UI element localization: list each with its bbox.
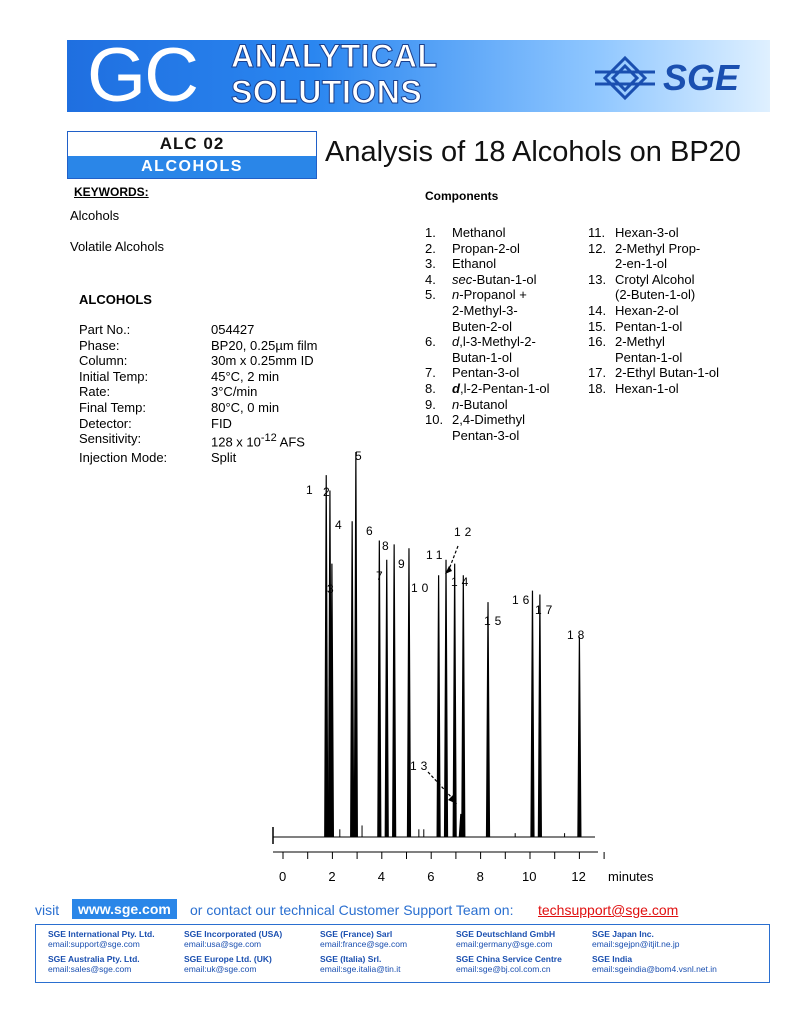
component-number: 14.	[588, 302, 607, 318]
peak-1	[325, 475, 328, 837]
component-name-line: Pentan-3-ol	[452, 365, 520, 381]
component-item	[588, 365, 719, 381]
office-name: SGE Incorporated (USA)	[184, 929, 283, 939]
condition-row	[79, 384, 317, 400]
component-name	[615, 272, 695, 303]
office-entry	[184, 929, 282, 949]
office-name: SGE India	[592, 954, 633, 964]
component-item	[425, 381, 550, 397]
component-name	[615, 241, 700, 272]
office-entry	[456, 929, 555, 949]
component-name	[452, 256, 496, 272]
component-name	[452, 241, 520, 257]
components-heading: Components	[425, 189, 499, 203]
page-title: Analysis of 18 Alcohols on BP20	[325, 136, 741, 168]
condition-row	[79, 416, 317, 432]
peak-label: 16	[512, 593, 534, 607]
peak-11	[445, 560, 448, 837]
condition-key: Rate:	[79, 384, 111, 400]
peak-label: 4	[335, 518, 346, 532]
component-number: 13.	[588, 271, 607, 287]
office-entry	[320, 954, 400, 974]
component-name-line: d,l-2-Pentan-1-ol	[452, 380, 550, 396]
website-link[interactable]: www.sge.com	[72, 899, 177, 919]
peak-4	[351, 521, 354, 837]
x-tick-label: 2	[328, 869, 336, 884]
banner-solutions: SOLUTIONS	[231, 74, 423, 110]
condition-key: Column:	[79, 353, 128, 369]
office-name: SGE Deutschland GmbH	[456, 929, 556, 939]
condition-value: BP20, 0.25µm film	[211, 337, 318, 353]
office-name: SGE Japan Inc.	[592, 929, 654, 939]
component-number: 11.	[588, 225, 606, 240]
condition-value: 128 x $10^{-12}$ AFS	[211, 432, 305, 450]
component-prefix: n	[452, 287, 460, 303]
component-number: 18.	[588, 380, 607, 396]
component-item	[425, 256, 550, 272]
component-name-line: 2-Methyl Prop-	[615, 240, 701, 256]
condition-key: Part No.:	[79, 322, 131, 337]
condition-key: Injection Mode:	[79, 450, 168, 466]
condition-value: 45°C, 2 min	[211, 368, 280, 384]
component-name	[452, 381, 550, 397]
office-email: email:france@sge.com	[320, 939, 408, 949]
component-name-line: Crotyl Alcohol	[615, 271, 695, 287]
component-name	[452, 412, 525, 443]
keyword-item: Volatile Alcohols	[70, 239, 164, 254]
component-name	[452, 287, 527, 334]
office-email: email:sge.italia@tin.it	[320, 964, 401, 974]
peak-label: 10	[411, 581, 433, 595]
peak-6	[378, 541, 381, 837]
component-name	[615, 225, 679, 241]
condition-value: Split	[211, 450, 237, 466]
peak-15	[487, 602, 490, 837]
conditions-heading: ALCOHOLS	[79, 292, 152, 307]
component-number: 12.	[588, 240, 607, 256]
banner-analytical: ANALYTICAL	[231, 38, 438, 74]
peak-label: 8	[382, 539, 393, 553]
office-entry	[592, 929, 680, 949]
condition-key: Sensitivity:	[79, 431, 142, 447]
component-item	[588, 319, 719, 335]
office-entry	[184, 954, 272, 974]
component-name	[615, 365, 719, 381]
component-item	[588, 334, 719, 365]
component-item	[425, 365, 550, 381]
office-entry	[592, 954, 717, 974]
contact-text: or contact our technical Customer Support Team on:	[190, 902, 514, 918]
component-item	[425, 225, 550, 241]
component-name-line: 2,4-Dimethyl	[452, 412, 525, 428]
component-prefix: d	[452, 380, 460, 396]
x-tick-label: 0	[279, 869, 287, 884]
office-name: SGE Europe Ltd. (UK)	[184, 954, 272, 964]
component-prefix: d	[452, 334, 460, 350]
condition-value: FID	[211, 415, 232, 431]
peak-18	[578, 637, 581, 837]
office-email: email:support@sge.com	[48, 939, 140, 949]
component-name-line: d,l-3-Methyl-2-	[452, 334, 536, 350]
component-name-line: 2-Ethyl Butan-1-ol	[615, 365, 720, 381]
component-name	[615, 381, 679, 397]
peak-label: 6	[366, 524, 377, 538]
component-number: 2.	[425, 240, 436, 256]
peak-8	[393, 544, 396, 837]
keywords-heading: KEYWORDS:	[74, 185, 149, 199]
x-tick-label: 6	[427, 869, 435, 884]
condition-value: 80°C, 0 min	[211, 399, 280, 415]
x-tick-label: 8	[476, 869, 484, 884]
office-name: SGE Australia Pty. Ltd.	[48, 954, 140, 964]
chromatogram	[260, 440, 605, 860]
peak-label: 2	[323, 485, 334, 499]
condition-exponent: -12	[260, 432, 277, 445]
sge-logo	[595, 48, 765, 106]
component-item	[588, 272, 719, 303]
office-entry	[48, 929, 155, 949]
condition-row	[79, 353, 317, 369]
component-name	[615, 334, 682, 365]
office-entry	[456, 954, 562, 974]
component-number: 9.	[425, 396, 436, 412]
condition-row	[79, 400, 317, 416]
peak-label: 15	[484, 614, 506, 628]
component-name-line: 2-Methyl	[615, 334, 665, 350]
condition-value: 30m x 0.25mm ID	[211, 353, 314, 369]
component-item	[425, 272, 550, 288]
condition-key: Initial Temp:	[79, 368, 149, 384]
office-name: SGE (France) Sarl	[320, 929, 393, 939]
visit-label: visit	[35, 902, 60, 918]
condition-key: Phase:	[79, 337, 120, 353]
alc-category: ALCOHOLS	[68, 156, 316, 178]
component-number: 16.	[588, 334, 607, 350]
office-name: SGE (Italia) Srl.	[320, 954, 382, 964]
peak-label: 3	[327, 582, 338, 596]
condition-value: 3°C/min	[211, 384, 258, 400]
components-list-1	[425, 225, 550, 443]
peak-5	[354, 452, 357, 837]
keyword-item: Alcohols	[70, 208, 120, 223]
component-number: 10.	[425, 412, 444, 428]
peak-label: 1	[306, 483, 317, 497]
component-name-line: Hexan-2-ol	[615, 302, 679, 318]
component-name-line: Butan-1-ol	[452, 349, 512, 365]
peak-16	[531, 591, 534, 837]
component-prefix: n	[452, 396, 460, 412]
office-name: SGE International Pty. Ltd.	[48, 929, 155, 939]
peak-17	[538, 594, 541, 837]
component-name-line: Buten-2-ol	[452, 318, 512, 334]
peak-7	[385, 560, 388, 837]
component-number: 3.	[425, 256, 436, 272]
office-entry	[48, 954, 140, 974]
component-name-line: Pentan-3-ol	[452, 427, 520, 443]
condition-key: Detector:	[79, 415, 132, 431]
peak-label: 12	[454, 525, 476, 539]
condition-row	[79, 322, 317, 338]
component-name-line: (2-Buten-1-ol)	[615, 287, 696, 303]
peak-10	[437, 575, 440, 837]
offices-box	[35, 924, 770, 983]
condition-row	[79, 369, 317, 385]
peak-12	[453, 564, 456, 837]
component-number: 5.	[425, 287, 436, 303]
office-email: email:germany@sge.com	[456, 939, 553, 949]
condition-row	[79, 338, 317, 354]
component-name-line: n-Butanol	[452, 396, 508, 412]
header-banner	[67, 33, 770, 118]
component-name-line: Pentan-1-ol	[615, 318, 683, 334]
office-email: email:sales@sge.com	[48, 964, 132, 974]
peak-14	[462, 575, 465, 837]
component-number: 15.	[588, 318, 607, 334]
office-email: email:sgejpn@itjit.ne.jp	[592, 939, 680, 949]
component-name	[452, 365, 519, 381]
alc-box	[67, 131, 317, 179]
component-name-line: Hexan-1-ol	[615, 380, 679, 396]
component-name	[452, 225, 505, 241]
component-item	[425, 287, 550, 334]
component-name	[615, 319, 682, 335]
office-entry	[320, 929, 407, 949]
component-item	[588, 381, 719, 397]
component-item	[425, 334, 550, 365]
component-name	[452, 397, 508, 413]
component-item	[588, 241, 719, 272]
component-name-line: 2-Methyl-3-	[452, 302, 518, 318]
component-name	[452, 334, 536, 365]
peak-label: 14	[451, 575, 473, 589]
component-item	[588, 225, 719, 241]
peak-label: 5	[355, 449, 366, 463]
component-number: 6.	[425, 334, 436, 350]
component-name-line: Methanol	[452, 225, 506, 240]
peak-label: 9	[398, 557, 409, 571]
x-axis-unit: minutes	[608, 869, 654, 884]
component-number: 1.	[425, 225, 436, 240]
component-name-line: sec-Butan-1-ol	[452, 271, 537, 287]
component-item	[425, 397, 550, 413]
condition-value: 054427	[211, 322, 255, 337]
office-email: email:usa@sge.com	[184, 939, 262, 949]
component-number: 8.	[425, 380, 436, 396]
peak-label: 17	[535, 603, 557, 617]
sge-logo-text: SGE	[663, 57, 740, 98]
office-email: email:sge@bj.col.com.cn	[456, 964, 551, 974]
x-tick-label: 10	[522, 869, 537, 884]
component-name-line: Hexan-3-ol	[615, 225, 679, 240]
component-item	[425, 412, 550, 443]
component-name	[615, 303, 679, 319]
peak-label: 13	[410, 759, 432, 773]
component-prefix: sec	[452, 271, 473, 287]
component-number: 4.	[425, 271, 436, 287]
component-name-line: 2-en-1-ol	[615, 256, 668, 272]
component-number: 7.	[425, 365, 436, 381]
components-list-2	[588, 225, 719, 397]
component-name-line: n-Propanol +	[452, 287, 527, 303]
peak-label: 11	[426, 548, 447, 562]
component-item	[425, 241, 550, 257]
office-email: email:uk@sge.com	[184, 964, 257, 974]
component-name-line: Propan-2-ol	[452, 240, 520, 256]
component-number: 17.	[588, 365, 607, 381]
alc-code: ALC 02	[159, 134, 225, 153]
component-item	[588, 303, 719, 319]
component-name-line: Ethanol	[452, 256, 497, 272]
x-tick-label: 4	[377, 869, 386, 884]
gc-logo-text: GC	[87, 33, 197, 118]
condition-key: Final Temp:	[79, 399, 146, 415]
support-email-link[interactable]: techsupport@sge.com	[538, 902, 679, 918]
arrow-13	[428, 772, 454, 800]
x-tick-label: 12	[571, 869, 586, 884]
office-email: email:sgeindia@bom4.vsnl.net.in	[592, 964, 717, 974]
component-name-line: Pentan-1-ol	[615, 349, 683, 365]
peak-label: 7	[376, 569, 387, 583]
peak-label: 18	[567, 628, 589, 642]
component-name	[452, 272, 537, 288]
office-name: SGE China Service Centre	[456, 954, 562, 964]
